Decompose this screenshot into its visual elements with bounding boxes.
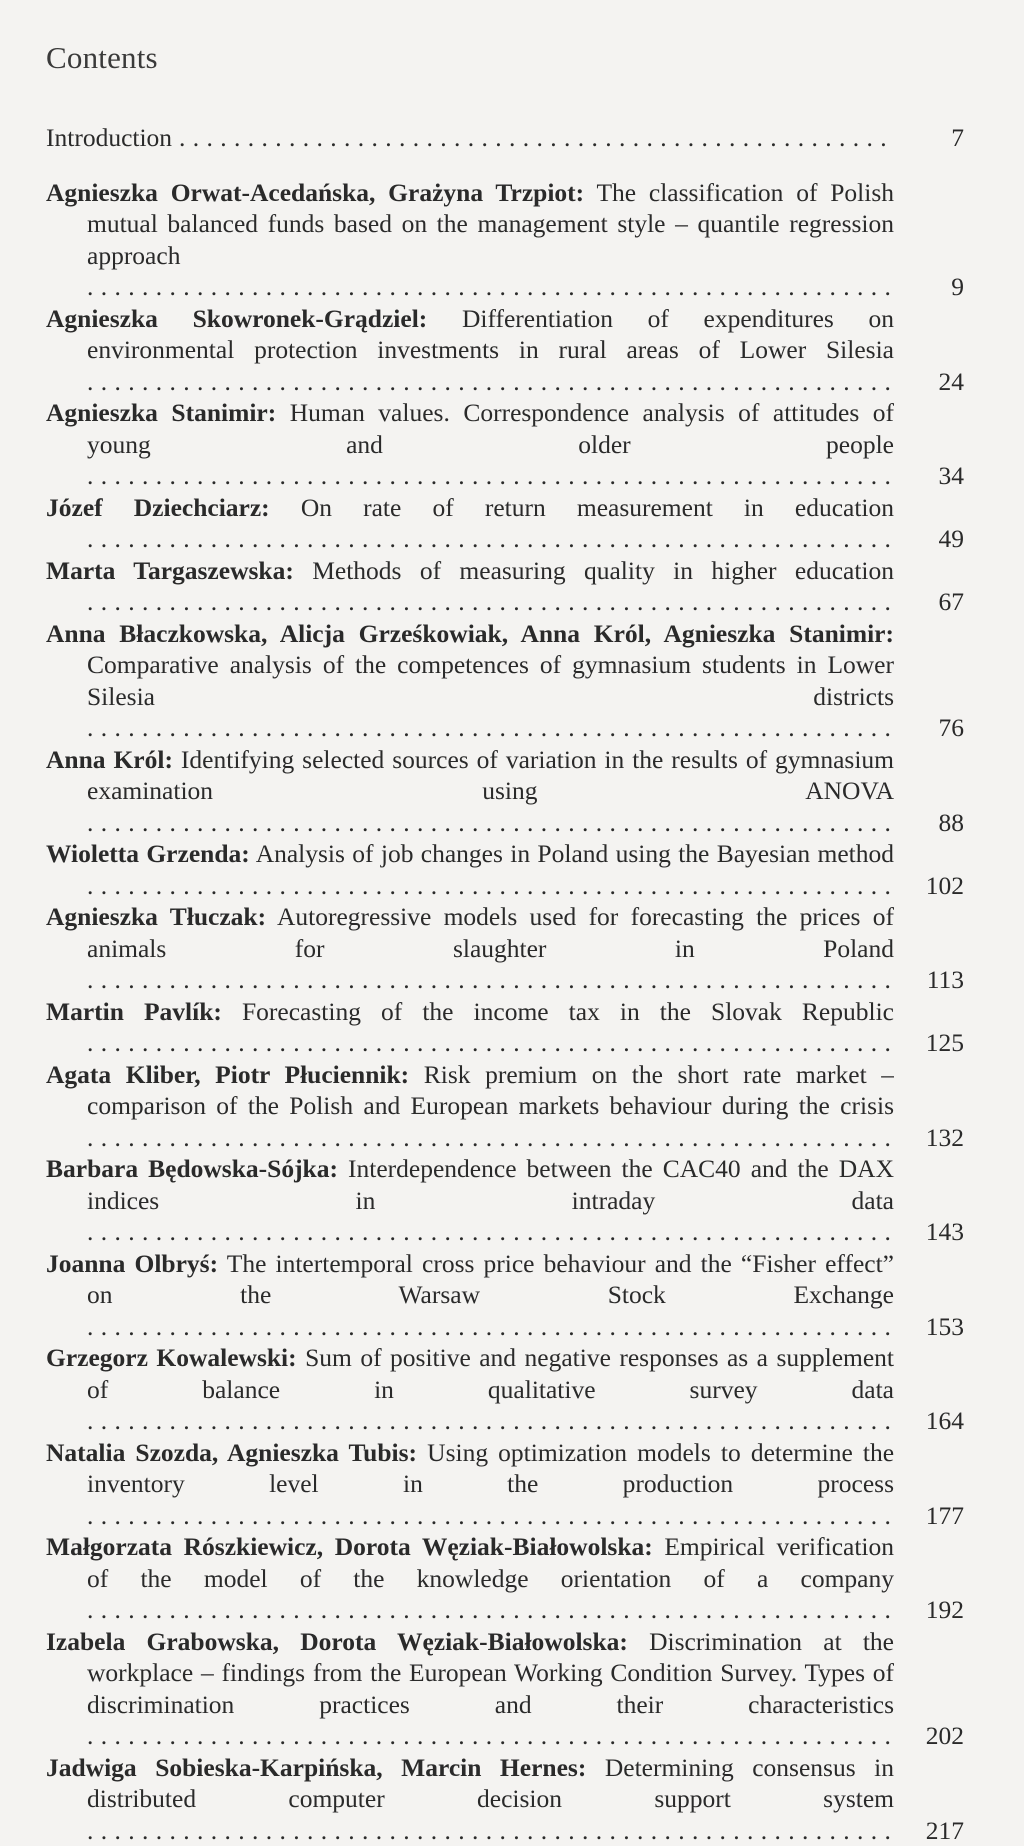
toc-page-number: 125: [894, 1027, 964, 1059]
toc-page-number: 132: [894, 1122, 964, 1154]
toc-entry-text: [46, 492, 894, 555]
toc-entry-text: [46, 555, 894, 618]
toc-page-number: 76: [894, 712, 964, 744]
toc-entry-authors: Agnieszka Orwat-Acedańska, Grażyna Trzpiot:: [46, 178, 584, 207]
toc-entry-text: [46, 1626, 894, 1752]
toc-page-number: 24: [894, 366, 964, 398]
toc-entry-authors: Martin Pavlík:: [46, 997, 222, 1026]
toc-page-number: 202: [894, 1720, 964, 1752]
toc-page-number: 102: [894, 870, 964, 902]
toc-entry: [46, 303, 964, 398]
toc-entry-title: Interdependence between the CAC40 and the DAX indices in intraday data: [87, 1154, 894, 1215]
toc-entry-authors: Agnieszka Stanimir:: [46, 398, 276, 427]
toc-page-number: 113: [894, 964, 964, 996]
toc-entry-title: Analysis of job changes in Poland using the Bayesian method: [256, 839, 894, 868]
toc-entry-title: On rate of return measurement in education: [301, 493, 894, 522]
toc-entry: [46, 901, 964, 996]
toc-entry-title: Sum of positive and negative responses as a supplement of balance in qualitative survey data: [87, 1343, 894, 1404]
toc-entry: [46, 1752, 964, 1846]
toc-entry-introduction: [46, 122, 964, 154]
toc-entry-list: [46, 177, 964, 1846]
toc-entry: [46, 1342, 964, 1437]
toc-page-number: 34: [894, 460, 964, 492]
toc-entry-title: Comparative analysis of the competences of gymnasium students in Lower Silesia districts: [87, 650, 894, 711]
toc-entry-text: [46, 996, 894, 1059]
toc-entry-title: Using optimization models to determine the inventory level in the production process: [87, 1438, 894, 1499]
toc-entry-text: [46, 1531, 894, 1626]
toc-entry: [46, 397, 964, 492]
toc-entry: [46, 838, 964, 901]
toc-entry-text: [46, 1059, 894, 1154]
toc-entry-title: Human values. Correspondence analysis of attitudes of young and older people: [87, 398, 894, 459]
toc-entry-title: Risk premium on the short rate market – comparison of the Polish and European markets behaviour during the crisis: [87, 1060, 894, 1121]
toc-entry-title: Forecasting of the income tax in the Slovak Republic: [242, 997, 894, 1026]
toc-page-number: 7: [894, 122, 964, 154]
toc-entry-authors: Anna Błaczkowska, Alicja Grześkowiak, Anna Król, Agnieszka Stanimir:: [46, 619, 894, 648]
toc-page-number: 143: [894, 1216, 964, 1248]
toc-entry: [46, 1626, 964, 1752]
toc-entry-authors: Wioletta Grzenda:: [46, 839, 250, 868]
toc-entry-title: Discrimination at the workplace – findings from the European Working Condition Survey. Types of discrimination practices and their characteristics: [87, 1627, 894, 1719]
toc-entry-title: Differentiation of expenditures on environmental protection investments in rural areas of Lower Silesia: [87, 304, 894, 365]
toc-entry-text: [46, 177, 894, 303]
toc-entry: [46, 1248, 964, 1343]
toc-entry-authors: Barbara Będowska-Sójka:: [46, 1154, 338, 1183]
toc-entry: [46, 996, 964, 1059]
toc-entry-authors: Izabela Grabowska, Dorota Węziak-Białowolska:: [46, 1627, 628, 1656]
toc-entry-title: Autoregressive models used for forecasting the prices of animals for slaughter in Poland: [87, 902, 894, 963]
toc-entry: [46, 555, 964, 618]
toc-entry-text: [46, 303, 894, 398]
page-title: Contents: [46, 40, 158, 76]
toc-page-number: 217: [894, 1815, 964, 1846]
toc-entry-authors: Jadwiga Sobieska-Karpińska, Marcin Hernes:: [46, 1753, 586, 1782]
toc-entry-text: [46, 1342, 894, 1437]
toc-entry-authors: Agnieszka Tłuczak:: [46, 902, 266, 931]
toc-entry-authors: Józef Dziechciarz:: [46, 493, 270, 522]
toc-entry: [46, 1437, 964, 1532]
toc-entry-text: [46, 1153, 894, 1248]
toc-entry-text: [46, 744, 894, 839]
toc-entry: [46, 1531, 964, 1626]
table-of-contents: [46, 122, 964, 1846]
toc-entry: [46, 177, 964, 303]
toc-page-number: 67: [894, 586, 964, 618]
toc-entry-text: [46, 397, 894, 492]
toc-entry-authors: Marta Targaszewska:: [46, 556, 294, 585]
toc-entry-title: Methods of measuring quality in higher education: [312, 556, 894, 585]
toc-entry-authors: Agnieszka Skowronek-Grądziel:: [46, 304, 427, 333]
toc-entry: [46, 618, 964, 744]
toc-page-number: 88: [894, 807, 964, 839]
toc-entry-text: [46, 901, 894, 996]
toc-entry-text: [46, 1437, 894, 1532]
toc-entry-title: The intertemporal cross price behaviour and the “Fisher effect” on the Warsaw Stock Exchange: [87, 1249, 894, 1310]
toc-entry-authors: Małgorzata Rószkiewicz, Dorota Węziak-Białowolska:: [46, 1532, 653, 1561]
toc-entry-text: [46, 1752, 894, 1846]
toc-entry: [46, 492, 964, 555]
toc-entry: [46, 1153, 964, 1248]
toc-page-number: 164: [894, 1405, 964, 1437]
toc-entry-title: Empirical verification of the model of the knowledge orientation of a company: [87, 1532, 894, 1593]
toc-entry-authors: Natalia Szozda, Agnieszka Tubis:: [46, 1438, 417, 1467]
toc-page-number: 153: [894, 1311, 964, 1343]
toc-entry-label: Introduction . . .: [46, 122, 894, 154]
toc-page-number: 9: [894, 271, 964, 303]
toc-entry: [46, 1059, 964, 1154]
toc-entry-title: Identifying selected sources of variation in the results of gymnasium examination using ANOVA: [87, 745, 894, 806]
toc-entry-title: Determining consensus in distributed computer decision support system: [87, 1753, 894, 1814]
toc-entry-text: [46, 838, 894, 901]
toc-entry-text: [46, 618, 894, 744]
toc-entry-authors: Agata Kliber, Piotr Płuciennik:: [46, 1060, 409, 1089]
toc-entry: [46, 744, 964, 839]
toc-page-number: 49: [894, 523, 964, 555]
toc-entry-authors: Joanna Olbryś:: [46, 1249, 218, 1278]
toc-entry-authors: Anna Król:: [46, 745, 173, 774]
toc-page-number: 177: [894, 1500, 964, 1532]
toc-entry-authors: Grzegorz Kowalewski:: [46, 1343, 297, 1372]
toc-page-number: 192: [894, 1594, 964, 1626]
toc-entry-title: The classification of Polish mutual balanced funds based on the management style – quantile regression approach: [87, 178, 894, 270]
toc-entry-text: [46, 1248, 894, 1343]
